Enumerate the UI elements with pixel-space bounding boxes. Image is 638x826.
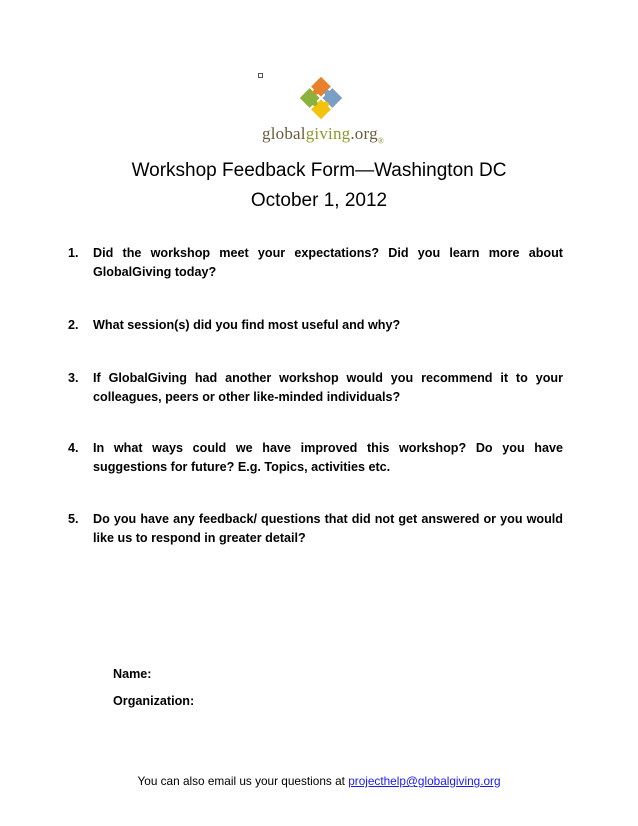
question-2 — [68, 316, 563, 335]
question-1 — [68, 244, 563, 282]
form-title: Workshop Feedback Form—Washington DC — [131, 160, 507, 181]
globalgiving-logo — [262, 74, 385, 148]
question-text: What session(s) did you find most useful and why? — [93, 318, 401, 332]
question-text: Did the workshop meet your expectations? Did you learn more about GlobalGiving today? — [93, 246, 563, 279]
question-4 — [68, 439, 563, 477]
question-number: 4. — [68, 441, 79, 455]
question-number: 3. — [68, 371, 79, 385]
question-3 — [68, 369, 563, 407]
logo-wordmark — [262, 124, 384, 145]
question-5 — [68, 510, 563, 548]
question-text: Do you have any feedback/ questions that did not get answered or you would like us to respond in greater detail? — [93, 512, 563, 545]
question-text: In what ways could we have improved this workshop? Do you have suggestions for future? E.g. Topics, activities etc. — [93, 441, 563, 474]
form-date: October 1, 2012 — [250, 190, 388, 211]
logo-text-global: global — [262, 124, 306, 143]
footer-note — [0, 774, 638, 788]
question-text: If GlobalGiving had another workshop would you recommend it to your colleagues, peers or other like-minded individuals? — [93, 371, 563, 404]
logo-text-giving: giving — [305, 124, 351, 143]
puzzle-logo-icon — [296, 74, 346, 122]
question-number: 2. — [68, 318, 79, 332]
logo-text-org: .org — [350, 124, 378, 143]
question-number: 5. — [68, 512, 79, 526]
organization-label: Organization: — [113, 694, 195, 708]
question-number: 1. — [68, 246, 79, 260]
footer-text: You can also email us your questions at — [137, 774, 349, 788]
footer-email-link[interactable]: projecthelp@globalgiving.org — [348, 774, 501, 788]
name-label: Name: — [113, 667, 152, 681]
registered-mark: ® — [377, 136, 385, 146]
